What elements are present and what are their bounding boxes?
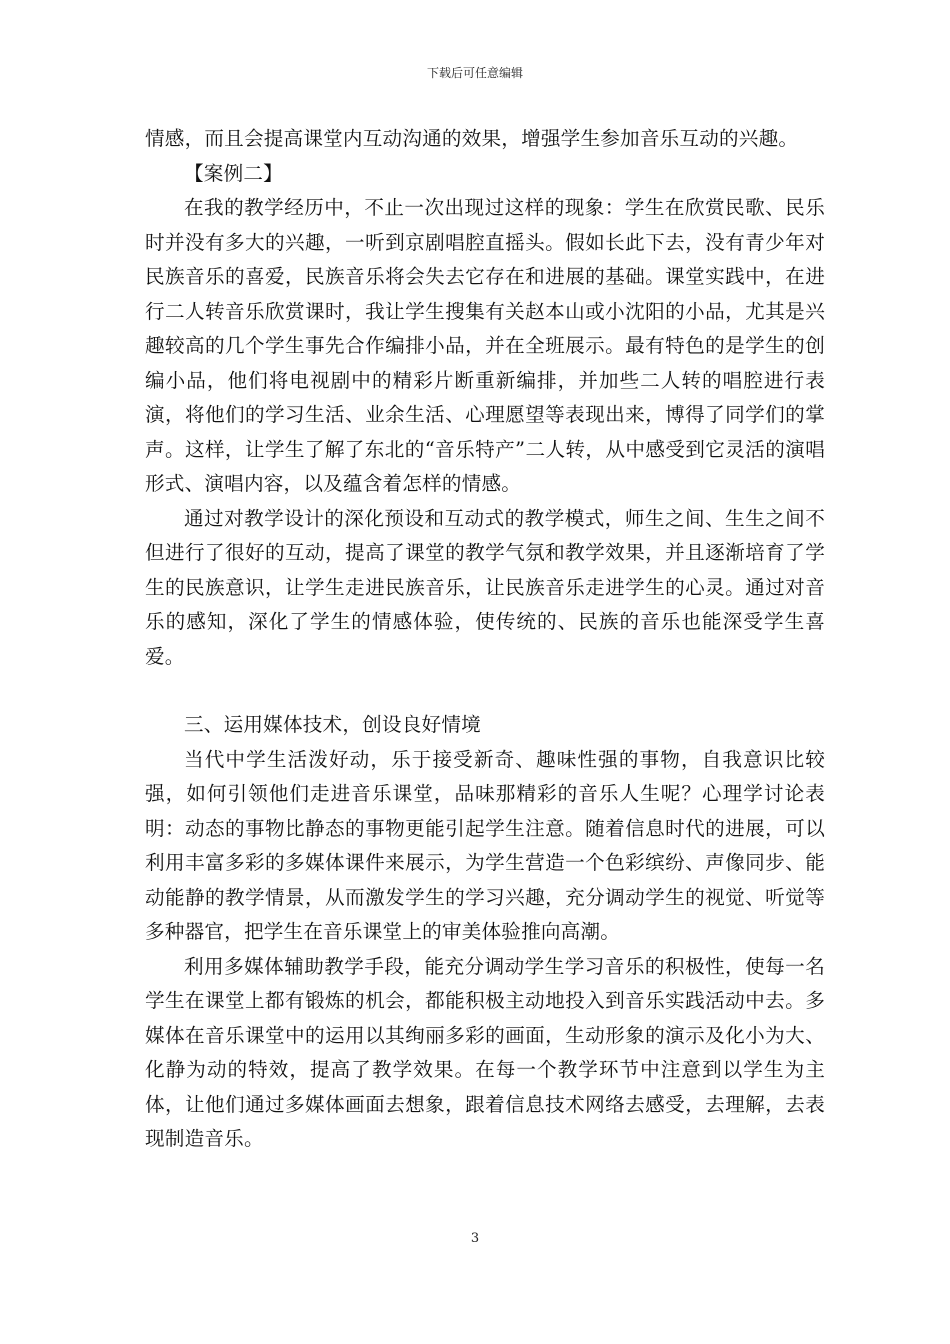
section-heading: 三、运用媒体技术，创设良好情境 bbox=[184, 713, 481, 736]
page-number: 3 bbox=[470, 1231, 480, 1246]
paragraph-multimedia: 利用多媒体辅助教学手段，能充分调动学生学习音乐的积极性，使每一名学生在课堂上都有锻炼的机会，都能积极主动地投入到音乐实践活动中去。多媒体在音乐课堂中的运用以其绚丽多彩的画面，生动形象的演示及化小为大、化静为动的特效，提高了教学效果。在每一个教学环节中注意到以学生为主体，让他们通过多媒体画面去想象，跟着信息技术网络去感受，去理解，去表现制造音乐。 bbox=[145, 954, 825, 1150]
paragraph-media-intro: 当代中学生活泼好动，乐于接受新奇、趣味性强的事物，自我意识比较强，如何引领他们走进音乐课堂，品味那精彩的音乐人生呢？心理学讨论表明：动态的事物比静态的事物更能引起学生注意。随着信息时代的进展，可以利用丰富多彩的多媒体课件来展示，为学生营造一个色彩缤纷、声像同步、能动能静的教学情景，从而激发学生的学习兴趣，充分调动学生的视觉、听觉等多种器官，把学生在音乐课堂上的审美体验推向高潮。 bbox=[145, 747, 825, 943]
paragraph-summary: 通过对教学设计的深化预设和互动式的教学模式，师生之间、生生之间不但进行了很好的互动，提高了课堂的教学气氛和教学效果，并且逐渐培育了学生的民族意识，让学生走进民族音乐，让民族音乐走进学生的心灵。通过对音乐的感知，深化了学生的情感体验，使传统的、民族的音乐也能深受学生喜爱。 bbox=[145, 506, 825, 668]
document-body bbox=[145, 122, 825, 1157]
page-header: 下载后可任意编辑 bbox=[426, 66, 523, 80]
paragraph-continuation: 情感，而且会提高课堂内互动沟通的效果，增强学生参加音乐互动的兴趣。 bbox=[145, 127, 799, 150]
paragraph-case-two: 在我的教学经历中，不止一次出现过这样的现象：学生在欣赏民歌、民乐时并没有多大的兴趣，一听到京剧唱腔直摇头。假如长此下去，没有青少年对民族音乐的喜爱，民族音乐将会失去它存在和进展的基础。课堂实践中，在进行二人转音乐欣赏课时，我让学生搜集有关赵本山或小沈阳的小品，尤其是兴趣较高的几个学生事先合作编排小品，并在全班展示。最有特色的是学生的创编小品，他们将电视剧中的精彩片断重新编排，并加些二人转的唱腔进行表演，将他们的学习生活、业余生活、心理愿望等表现出来，博得了同学们的掌声。这样，让学生了解了东北的“音乐特产”二人转，从中感受到它灵活的演唱形式、演唱内容，以及蕴含着怎样的情感。 bbox=[145, 196, 825, 495]
case-label: 【案例二】 bbox=[184, 161, 283, 185]
